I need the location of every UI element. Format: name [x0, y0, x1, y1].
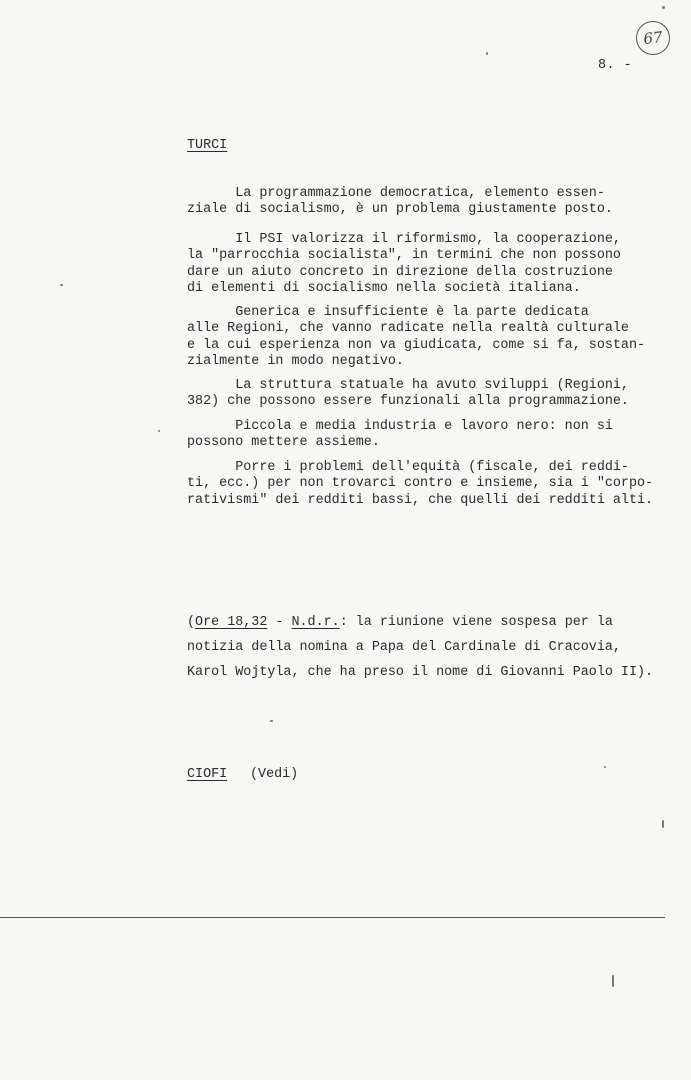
text-line: possono mettere assieme.: [187, 435, 380, 451]
note-text: : la riunione viene sospesa per la: [339, 615, 613, 630]
horizontal-rule: [0, 917, 665, 918]
paper-speck: [486, 52, 488, 55]
text-line: rativismi" dei redditi bassi, che quelli dei redditi alti.: [187, 492, 654, 508]
page-number: 8. -: [598, 58, 633, 73]
paragraph-5: [187, 419, 669, 452]
text-line: La programmazione democratica, elemento essen-: [187, 186, 605, 201]
note-time: Ore 18,32: [195, 615, 268, 630]
text-line: la "parrocchia socialista", in termini che non possono: [187, 248, 621, 264]
speaker-heading-turci: TURCI: [187, 138, 228, 153]
note-ndr: N.d.r.: [291, 615, 340, 630]
text-line: Porre i problemi dell'equità (fiscale, dei reddi-: [187, 460, 629, 475]
text-line: ziale di socialismo, è un problema giustamente posto.: [187, 202, 613, 218]
text-line: ti, ecc.) per non trovarci contro e insieme, sia i "corpo-: [187, 476, 654, 492]
paragraph-1: [187, 186, 669, 219]
text-line: Generica e insufficiente è la parte dedicata: [187, 305, 589, 320]
paper-speck: [604, 766, 606, 768]
paper-speck: [158, 430, 160, 432]
speaker-aside: (Vedi): [250, 767, 299, 782]
paper-speck: [662, 6, 665, 9]
text-line: e la cui esperienza non va giudicata, come si fa, sostan-: [187, 337, 646, 353]
note-line: notizia della nomina a Papa del Cardinale di Cracovia,: [187, 640, 621, 655]
paper-speck: [612, 975, 614, 987]
paper-speck: [662, 820, 664, 828]
note-line: Karol Wojtyla, che ha preso il nome di Giovanni Paolo II).: [187, 665, 654, 680]
note-open-paren: (: [187, 615, 196, 630]
note-dash: -: [267, 615, 292, 630]
text-line: dare un aiuto concreto in direzione della costruzione: [187, 264, 613, 280]
text-line: di elementi di socialismo nella società italiana.: [187, 281, 581, 297]
note-line: [187, 610, 669, 635]
editorial-note: [187, 610, 669, 685]
paragraph-6: [187, 460, 669, 509]
paragraph-4: [187, 378, 669, 411]
paper-speck: [60, 284, 63, 286]
paragraph-2: [187, 232, 669, 298]
text-line: zialmente in modo negativo.: [187, 354, 404, 370]
text-line: Piccola e media industria e lavoro nero: non si: [187, 419, 613, 434]
text-line: La struttura statuale ha avuto sviluppi (Regioni,: [187, 378, 629, 393]
archive-page-stamp: 67: [634, 19, 671, 56]
text-line: 382) che possono essere funzionali alla programmazione.: [187, 394, 629, 410]
text-line: alle Regioni, che vanno radicate nella realtà culturale: [187, 321, 629, 337]
text-line: Il PSI valorizza il riformismo, la cooperazione,: [187, 232, 621, 247]
speaker-heading-ciofi: CIOFI: [187, 767, 228, 782]
paragraph-3: [187, 305, 669, 371]
paper-speck: [270, 720, 273, 722]
